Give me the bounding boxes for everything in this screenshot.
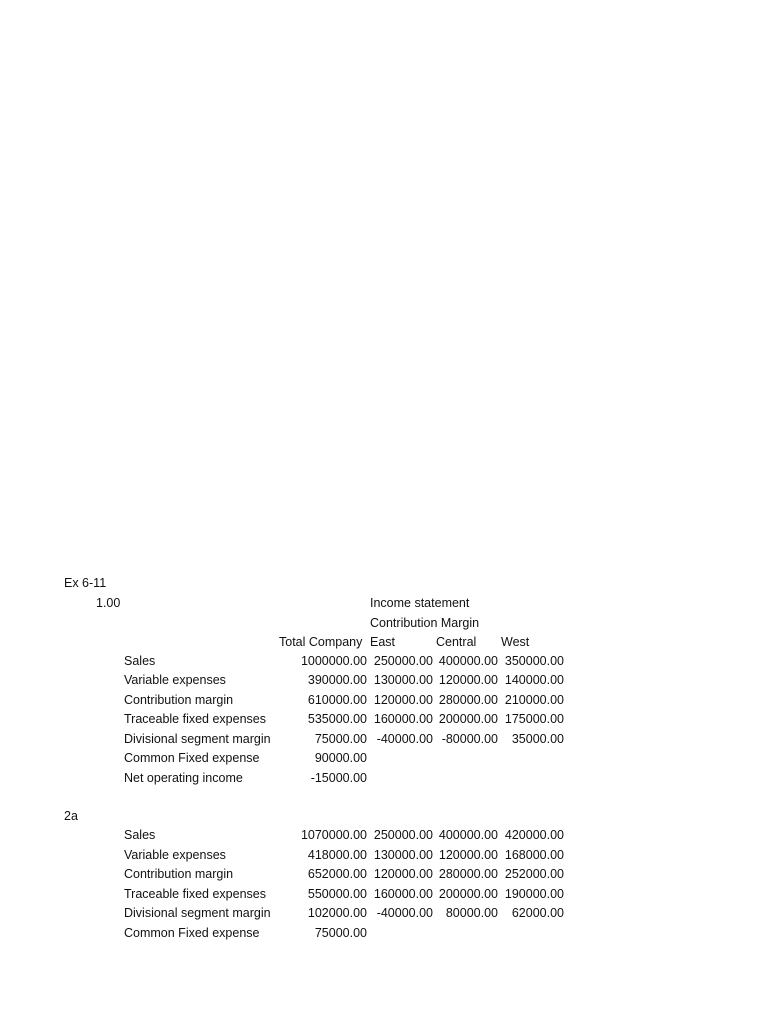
cell-total: 102000.00 <box>307 906 367 920</box>
cell-central: 120000.00 <box>438 848 498 862</box>
cell-central: 400000.00 <box>438 828 498 842</box>
cell-total: 535000.00 <box>307 712 367 726</box>
row-label: Divisional segment margin <box>124 906 271 920</box>
cell-east: 130000.00 <box>373 673 433 687</box>
cell-west: 175000.00 <box>504 712 564 726</box>
row-label: Contribution margin <box>124 867 234 881</box>
row-label: Variable expenses <box>124 848 226 862</box>
cell-east: -40000.00 <box>376 732 433 746</box>
row-label: Common Fixed expense <box>124 926 260 940</box>
column-header-central: Central <box>436 635 477 649</box>
cell-central: 280000.00 <box>438 867 498 881</box>
cell-total: 90000.00 <box>314 751 367 765</box>
cell-west: 140000.00 <box>504 673 564 687</box>
cell-west: 210000.00 <box>504 693 564 707</box>
cell-total: 75000.00 <box>314 926 367 940</box>
cell-total: 75000.00 <box>314 732 367 746</box>
statement-heading: Income statement <box>370 596 470 610</box>
cell-west: 168000.00 <box>504 848 564 862</box>
cell-total: 1000000.00 <box>300 654 367 668</box>
cell-central: 80000.00 <box>445 906 498 920</box>
part1-label: 1.00 <box>96 596 121 610</box>
statement-subheading: Contribution Margin <box>370 616 480 630</box>
cell-west: 35000.00 <box>511 732 564 746</box>
cell-east: 160000.00 <box>373 712 433 726</box>
row-label: Sales <box>124 654 156 668</box>
row-label: Traceable fixed expenses <box>124 887 266 901</box>
cell-east: 130000.00 <box>373 848 433 862</box>
cell-central: 120000.00 <box>438 673 498 687</box>
cell-west: 420000.00 <box>504 828 564 842</box>
exercise-title: Ex 6-11 <box>64 576 107 590</box>
cell-central: 200000.00 <box>438 887 498 901</box>
cell-central: 200000.00 <box>438 712 498 726</box>
cell-total: 418000.00 <box>307 848 367 862</box>
row-label: Net operating income <box>124 771 243 785</box>
cell-total: 610000.00 <box>307 693 367 707</box>
row-label: Variable expenses <box>124 673 226 687</box>
cell-total: 652000.00 <box>307 867 367 881</box>
cell-west: 252000.00 <box>504 867 564 881</box>
cell-east: 250000.00 <box>373 654 433 668</box>
column-header-west: West <box>501 635 530 649</box>
row-label: Traceable fixed expenses <box>124 712 266 726</box>
cell-central: 400000.00 <box>438 654 498 668</box>
cell-east: 120000.00 <box>373 693 433 707</box>
cell-total: 390000.00 <box>307 673 367 687</box>
cell-west: 350000.00 <box>504 654 564 668</box>
cell-central: 280000.00 <box>438 693 498 707</box>
cell-west: 62000.00 <box>511 906 564 920</box>
cell-central: -80000.00 <box>441 732 498 746</box>
cell-east: 160000.00 <box>373 887 433 901</box>
cell-east: 120000.00 <box>373 867 433 881</box>
cell-total: 550000.00 <box>307 887 367 901</box>
row-label: Divisional segment margin <box>124 732 271 746</box>
row-label: Sales <box>124 828 156 842</box>
cell-total: -15000.00 <box>310 771 367 785</box>
row-label: Contribution margin <box>124 693 234 707</box>
cell-total: 1070000.00 <box>300 828 367 842</box>
cell-west: 190000.00 <box>504 887 564 901</box>
cell-east: -40000.00 <box>376 906 433 920</box>
row-label: Common Fixed expense <box>124 751 260 765</box>
column-header-total: Total Company <box>279 635 363 649</box>
cell-east: 250000.00 <box>373 828 433 842</box>
part2a-label: 2a <box>64 809 78 823</box>
column-header-east: East <box>370 635 396 649</box>
